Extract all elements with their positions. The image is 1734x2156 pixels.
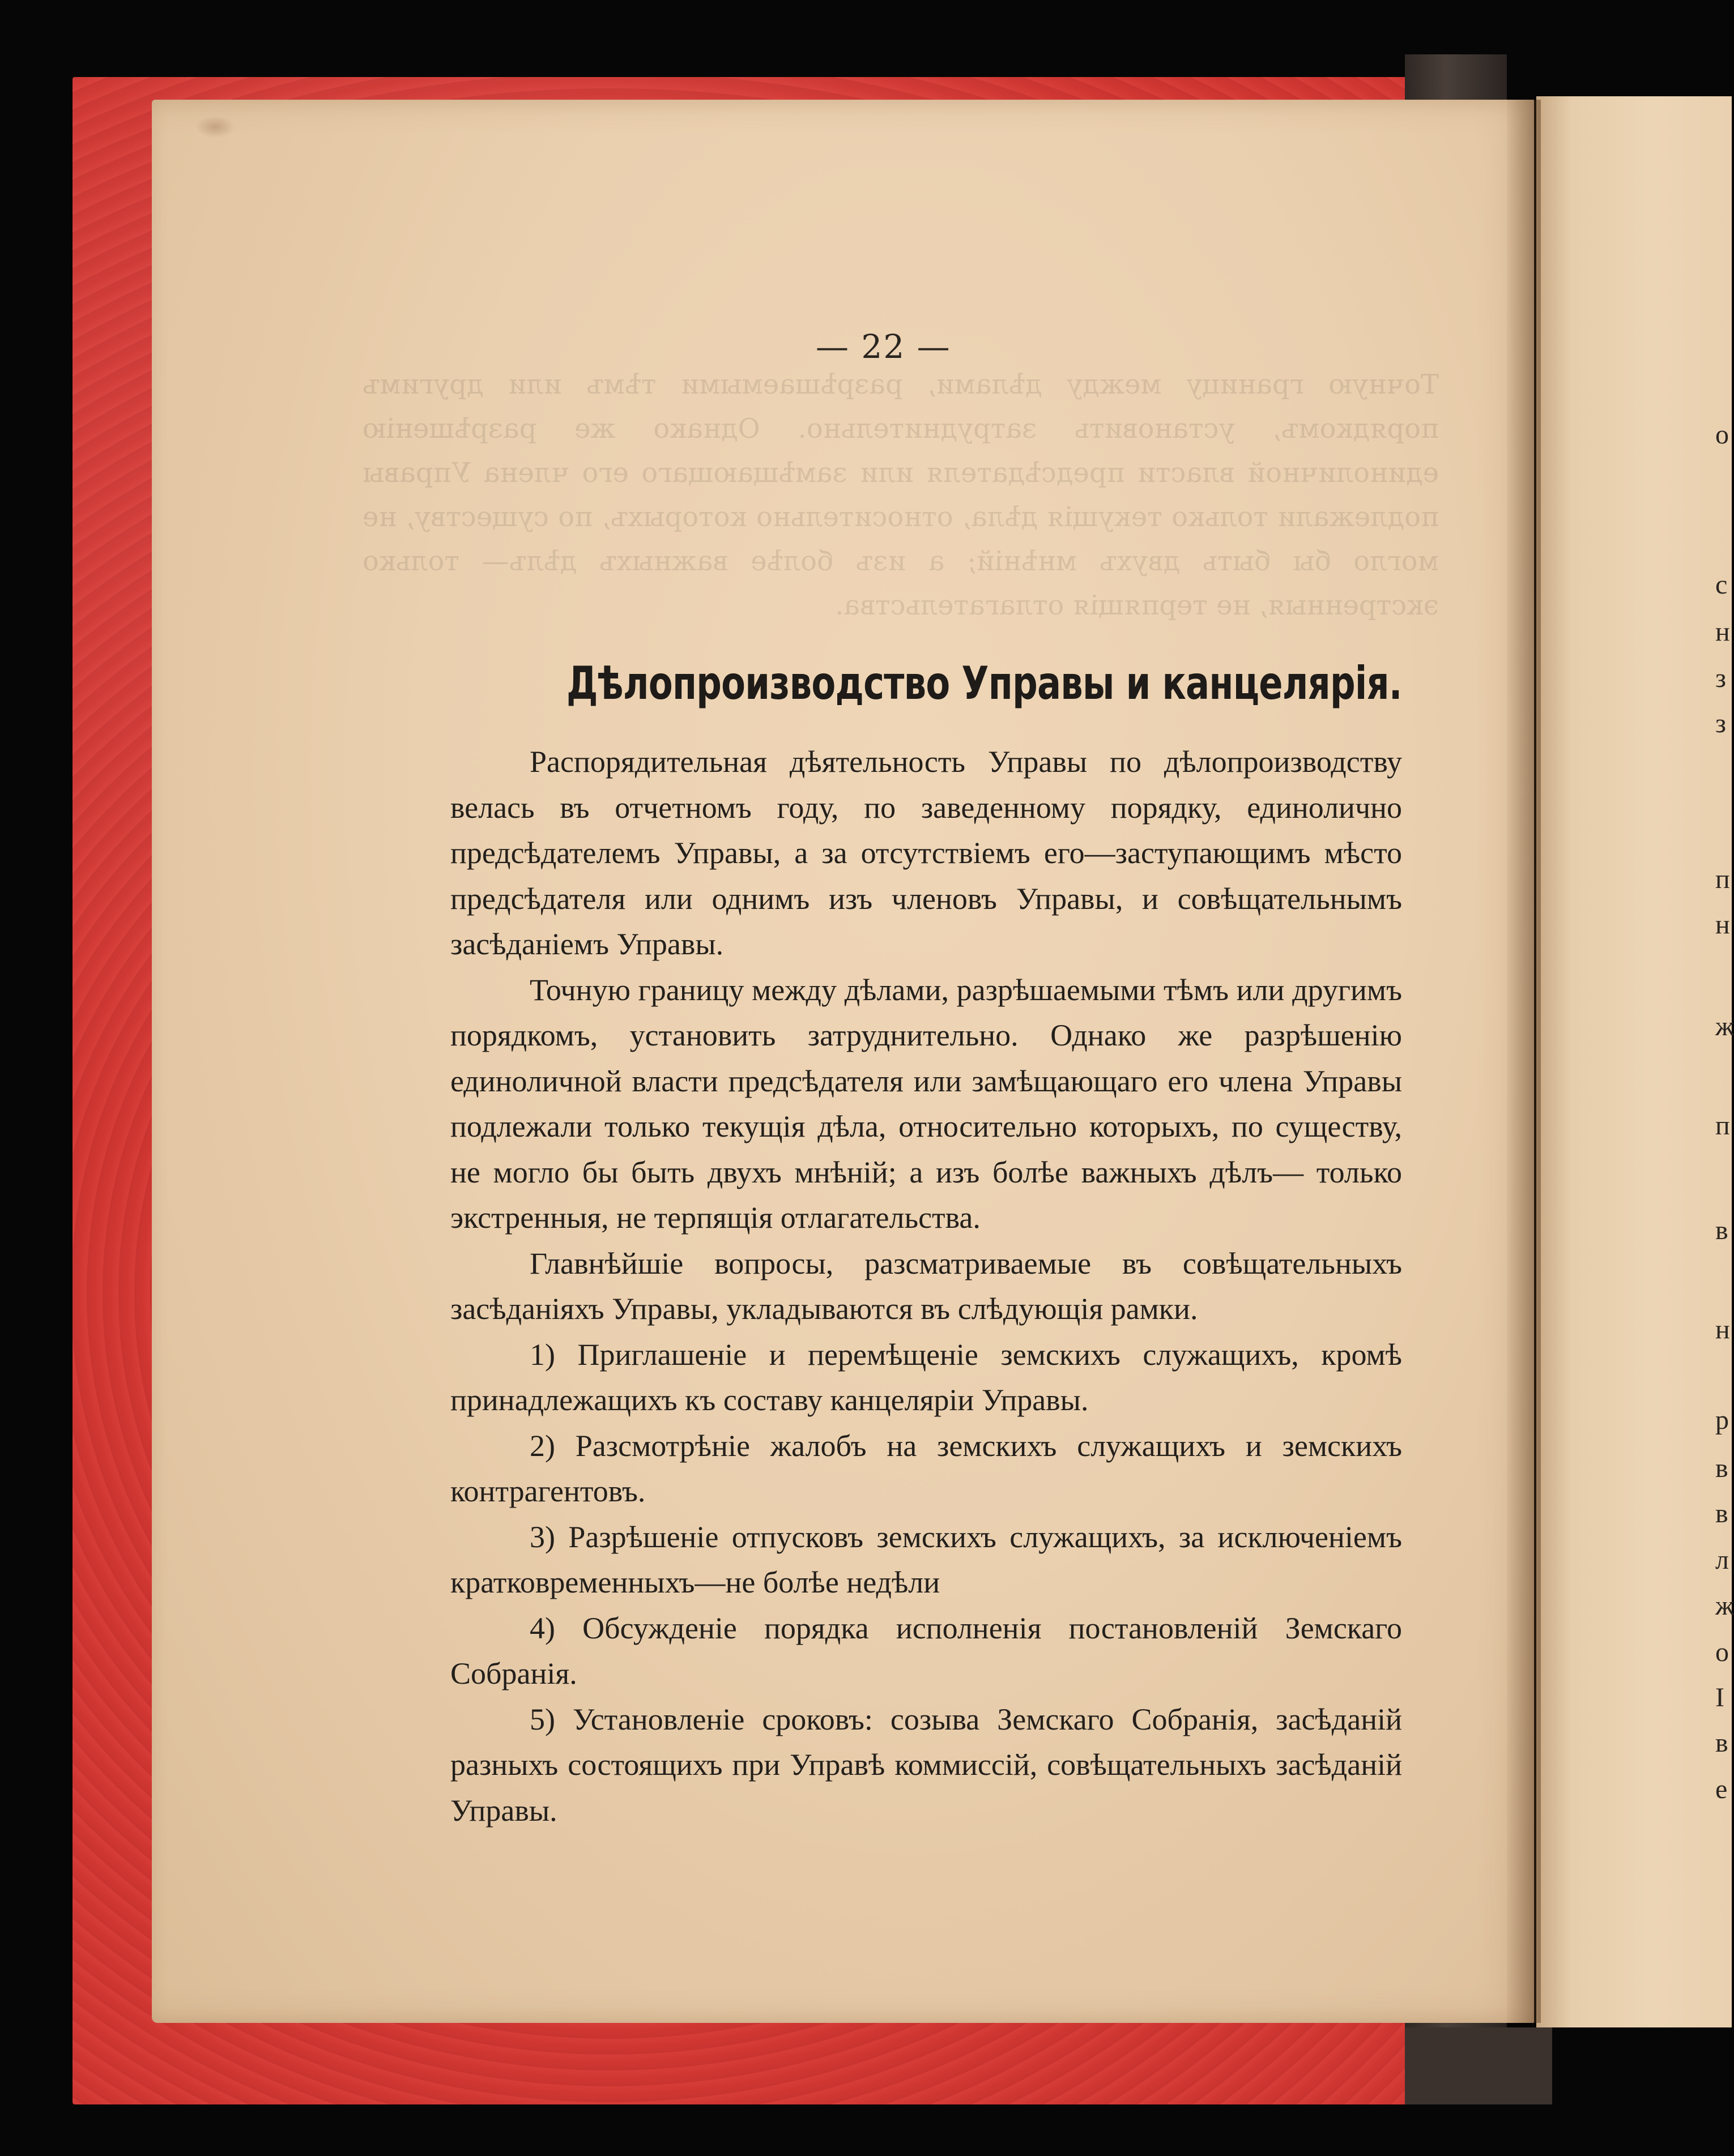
facing-page-letter: о — [1715, 420, 1729, 450]
list-item: 4) Обсужденіе порядка исполненія постановленій Земскаго Собранія. — [450, 1611, 1402, 1690]
page-number: — 22 — — [816, 327, 951, 366]
body-text — [450, 739, 1402, 1833]
list-item: 3) Разрѣшеніе отпусковъ земскихъ служащихъ, за исключеніемъ кратковременныхъ—не болѣе недѣли — [450, 1519, 1402, 1599]
facing-page-letter: ж — [1715, 1591, 1734, 1621]
facing-page-letter: н — [1715, 1314, 1730, 1344]
facing-page-letter: п — [1715, 1111, 1730, 1141]
facing-page — [1536, 96, 1732, 2027]
list-item: 5) Установленіе сроковъ: созыва Земскаго Собранія, засѣданій разныхъ состоящихъ при Управѣ коммиссій, совѣщательныхъ засѣданій Управы. — [450, 1702, 1402, 1828]
facing-page-letter: н — [1715, 617, 1730, 647]
facing-page-letter: п — [1715, 864, 1730, 894]
paper-stain — [195, 116, 235, 138]
facing-page-letter: з — [1715, 663, 1726, 693]
paragraph: Распорядительная дѣятельность Управы по дѣлопроизводству велась въ отчетномъ году, по заведенному порядку, единолично предсѣдателемъ Управы, а за отсутствіемъ его—заступающимъ мѣсто предсѣдателя или однимъ изъ членовъ Управы, и совѣщательнымъ засѣданіемъ Управы. — [450, 745, 1402, 961]
paragraph: Главнѣйшіе вопросы, разсматриваемые въ совѣщательныхъ засѣданіяхъ Управы, укладываются въ слѣдующія рамки. — [450, 1246, 1402, 1326]
facing-page-letter: е — [1715, 1774, 1728, 1804]
list-item: 1) Приглашеніе и перемѣщеніе земскихъ служащихъ, кромѣ принадлежащихъ къ составу канцеляріи Управы. — [450, 1337, 1402, 1417]
facing-page-letter: л — [1715, 1545, 1729, 1575]
list-item: 2) Разсмотрѣніе жалобъ на земскихъ служащихъ и земскихъ контрагентовъ. — [450, 1428, 1402, 1508]
facing-page-letter: р — [1715, 1405, 1729, 1435]
facing-page-letter: о — [1715, 1637, 1729, 1667]
facing-page-letter: в — [1715, 1215, 1728, 1245]
facing-page-letter: в — [1715, 1728, 1728, 1758]
cover-corner — [1405, 2027, 1552, 2104]
bleed-through-text: Точную границу между дѣлами, разрѣшаемыми тѣмъ или другимъ порядкомъ, установить затруднительно. Однако же разрѣшенію единоличной власти предсѣдателя или замѣщающаго его члена Управы подлежали только текущія дѣла, относительно которыхъ, по существу, не могло бы быть двухъ мнѣній; а изъ болѣе важныхъ дѣлъ— только экстренныя, не терпящія отлагательства. — [363, 369, 1439, 621]
facing-page-letter: в — [1715, 1453, 1728, 1483]
facing-page-letter: з — [1715, 708, 1726, 738]
facing-page-letter: ж — [1715, 1011, 1734, 1041]
facing-page-letter: I — [1715, 1683, 1724, 1713]
facing-page-letter: н — [1715, 910, 1730, 940]
paragraph: Точную границу между дѣлами, разрѣшаемыми тѣмъ или другимъ порядкомъ, установить затруднительно. Однако же разрѣшенію единоличной власти предсѣдателя или замѣщающаго его члена Управы подлежали только текущія дѣла, относительно которыхъ, по существу, не могло бы быть двухъ мнѣній; а изъ болѣе важныхъ дѣлъ— только экстренныя, не терпящія отлагательства. — [450, 972, 1402, 1235]
facing-page-letter: с — [1715, 570, 1728, 600]
page-gutter — [1507, 100, 1541, 2023]
section-heading: Дѣлопроизводство Управы и канцелярія. — [566, 657, 1402, 710]
facing-page-letter: в — [1715, 1498, 1728, 1529]
